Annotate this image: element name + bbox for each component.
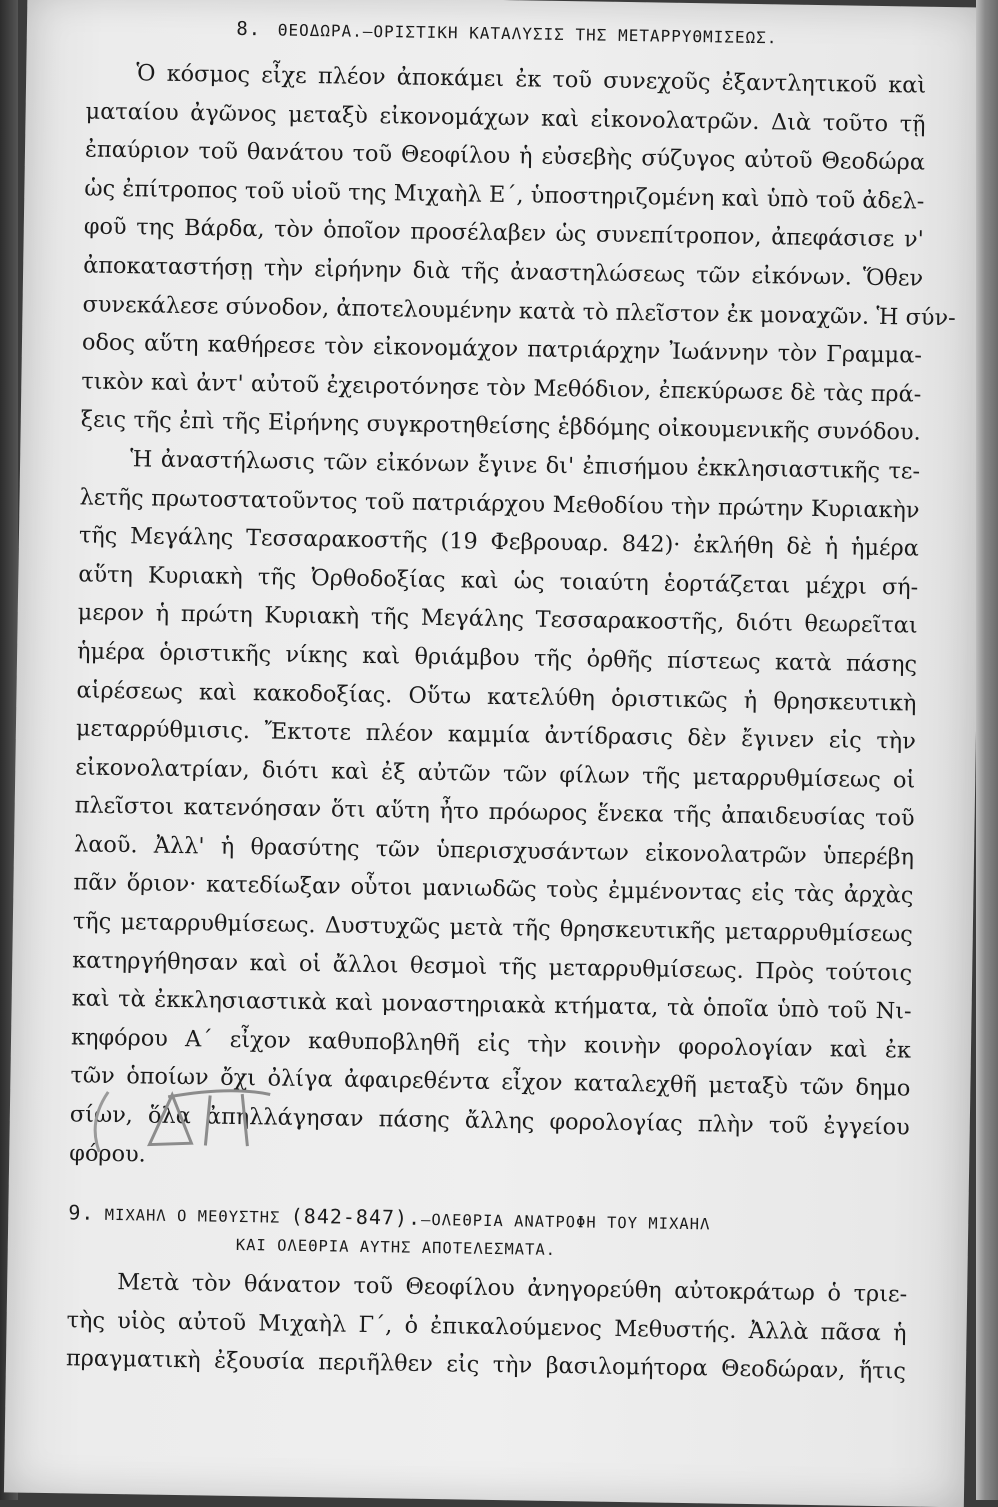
section-9-paragraph	[66, 1263, 908, 1392]
text-line: ὡς ἐπίτροπος τοῦ υἱοῦ της Μιχαὴλ Ε΄, ὑποστηριζομένη καὶ ὑπὸ τοῦ ἀδελ-	[84, 175, 925, 215]
section-9-heading	[68, 1199, 909, 1270]
text-line: τικὸν καὶ ἀντ' αὐτοῦ ἐχειροτόνησε τὸν Μεθόδιον, ἐπεκύρωσε δὲ τὰς πρά-	[81, 368, 922, 408]
section-8-heading	[87, 15, 927, 50]
text-line: τῆς Μεγάλης Τεσσαρακοστῆς (19 Φεβρουαρ. 842)· ἐκλήθη δὲ ἡ ἡμέρα	[78, 522, 920, 562]
text-line: φόρου.	[69, 1139, 146, 1168]
text-line: Μετὰ τὸν θάνατον τοῦ Θεοφίλου ἀνηγορεύθη αὐτοκράτωρ ὁ τριε-	[117, 1269, 908, 1308]
text-line: ξεις τῆς ἐπὶ τῆς Εἰρήνης συγκροτηθείσης ἑβδόμης οἰκουμενικῆς συνόδου.	[80, 406, 921, 446]
text-line: συνεκάλεσε σύνοδον, ἀποτελουμένην κατὰ τὸ πλεῖστον ἐκ μοναχῶν. Ἡ σύν-	[82, 291, 956, 331]
section-9-heading-line-2: ΚΑΙ ΟΛΕΘΡΙΑ ΑΥΤΗΣ ΑΠΟΤΕΛΕΣΜΑΤΑ.	[235, 1236, 557, 1260]
text-line: Ὁ κόσμος εἶχε πλέον ἀποκάμει ἐκ τοῦ συνεχοῦς ἐξαντλητικοῦ καὶ	[136, 60, 927, 99]
text-line: τῶν ὁποίων ὄχι ὀλίγα ἀφαιρεθέντα εἶχον καταλεχθῆ μεταξὺ τῶν δημο	[70, 1062, 911, 1102]
text-line: λετῆς πρωτοστατοῦντος τοῦ πατριάρχου Μεθοδίου τὴν πρώτην Κυριακὴν	[79, 483, 920, 524]
text-line: εἰκονολατρίαν, διότι καὶ ἐξ αὐτῶν τῶν φίλων τῆς μεταρρυθμίσεως οἱ	[75, 754, 916, 794]
text-line: καὶ τὰ ἐκκλησιαστικὰ καὶ μοναστηριακὰ κτήματα, τὰ ὁποῖα ὑπὸ τοῦ Νι-	[71, 985, 912, 1025]
section-8-number: 8.	[236, 17, 262, 41]
section-9-subtitle: —ΟΛΕΘΡΙΑ ΑΝΑΤΡΟΦΗ ΤΟΥ ΜΙΧΑΗΛ	[420, 1211, 711, 1234]
section-9-dates: (842-847).	[290, 1204, 422, 1231]
book-page	[4, 0, 987, 1507]
text-line: Ἡ ἀναστήλωσις τῶν εἰκόνων ἔγινε δι' ἐπισήμου ἐκκλησιαστικῆς τε-	[129, 446, 921, 485]
text-line: αἱρέσεως καὶ κακοδοξίας. Οὕτω κατελύθη ὁριστικῶς ἡ θρησκευτικὴ	[76, 676, 917, 717]
text-line: ἡμέρα ὁριστικῆς νίκης καὶ θριάμβου τῆς ὀρθῆς πίστεως κατὰ πάσης	[76, 638, 918, 678]
text-line: αὕτη Κυριακὴ τῆς Ὀρθοδοξίας καὶ ὡς τοιαύτη ἑορτάζεται μέχρι σή-	[78, 561, 919, 601]
text-line: ἐπαύριον τοῦ θανάτου τοῦ Θεοφίλου ἡ εὐσεβὴς σύζυγος αὐτοῦ Θεοδώρα	[84, 136, 926, 176]
section-9	[66, 1199, 909, 1392]
text-line: πᾶν ὅριον· κατεδίωξαν οὗτοι μανιωδῶς τοὺς ἐμμένοντας εἰς τὰς ἀρχὰς	[73, 869, 914, 910]
next-page-edge	[976, 0, 998, 1500]
text-line: μεταρρύθμισις. Ἔκτοτε πλέον καμμία ἀντίδρασις δὲν ἔγινεν εἰς τὴν	[75, 715, 917, 755]
section-8-paragraph-1	[80, 53, 956, 452]
text-line: οδος αὕτη καθήρεσε τὸν εἰκονομάχον πατριάρχην Ἰωάννην τὸν Γραμμα-	[81, 329, 923, 369]
text-line: σίων, ὅλα ἀπηλλάγησαν πάσης ἄλλης φορολογίας πλὴν τοῦ ἐγγείου	[69, 1101, 910, 1141]
text-line: τὴς υἱὸς αὐτοῦ Μιχαὴλ Γ΄, ὁ ἐπικαλούμενος Μεθυστής. Ἀλλὰ πᾶσα ἡ	[66, 1307, 907, 1347]
text-line: πλεῖστοι κατενόησαν ὅτι αὕτη ἦτο πρόωρος ἕνεκα τῆς ἀπαιδευσίας τοῦ	[74, 792, 915, 832]
text-line: τῆς μεταρρυθμίσεως. Δυστυχῶς μετὰ τῆς θρησκευτικῆς μεταρρυθμίσεως	[72, 908, 913, 948]
text-line: πραγματικὴ ἐξουσία περιῆλθεν εἰς τὴν βασιλομήτορα Θεοδώραν, ἥτις	[65, 1345, 907, 1385]
section-8-title: ΘΕΟΔΩΡΑ.—ΟΡΙΣΤΙΚΗ ΚΑΤΑΛΥΣΙΣ ΤΗΣ ΜΕΤΑΡΡΥΘΜΙΣΕΩΣ.	[277, 20, 778, 48]
text-line: κατηργήθησαν καὶ οἱ ἄλλοι θεσμοὶ τῆς μεταρρυθμίσεως. Πρὸς τούτοις	[72, 947, 913, 987]
text-line: ματαίου ἀγῶνος μεταξὺ εἰκονομάχων καὶ εἰκονολατρῶν. Διὰ τοῦτο τῇ	[85, 98, 926, 138]
text-line: λαοῦ. Ἀλλ' ἡ θρασύτης τῶν ὑπερισχυσάντων εἰκονολατρῶν ὑπερέβη	[73, 831, 915, 871]
text-line: φοῦ της Βάρδα, τὸν ὁποῖον προσέλαβεν ὡς συνεπίτροπον, ἀπεφάσισε ν'	[83, 213, 924, 254]
text-line: μερον ἡ πρώτη Κυριακὴ τῆς Μεγάλης Τεσσαρακοστῆς, διότι θεωρεῖται	[77, 599, 918, 639]
section-9-title: ΜΙΧΑΗΛ Ο ΜΕΘΥΣΤΗΣ	[104, 1206, 281, 1227]
section-8-paragraph-2	[69, 439, 920, 1185]
text-line: ἀποκαταστήσῃ τὴν εἰρήνην διὰ τῆς ἀναστηλώσεως τῶν εἰκόνων. Ὅθεν	[83, 252, 924, 292]
page-content	[65, 7, 956, 1391]
section-9-number: 9.	[68, 1200, 95, 1225]
text-line: κηφόρου Α΄ εἶχον καθυποβληθῆ εἰς τὴν κοινὴν φορολογίαν καὶ ἐκ	[70, 1024, 912, 1064]
